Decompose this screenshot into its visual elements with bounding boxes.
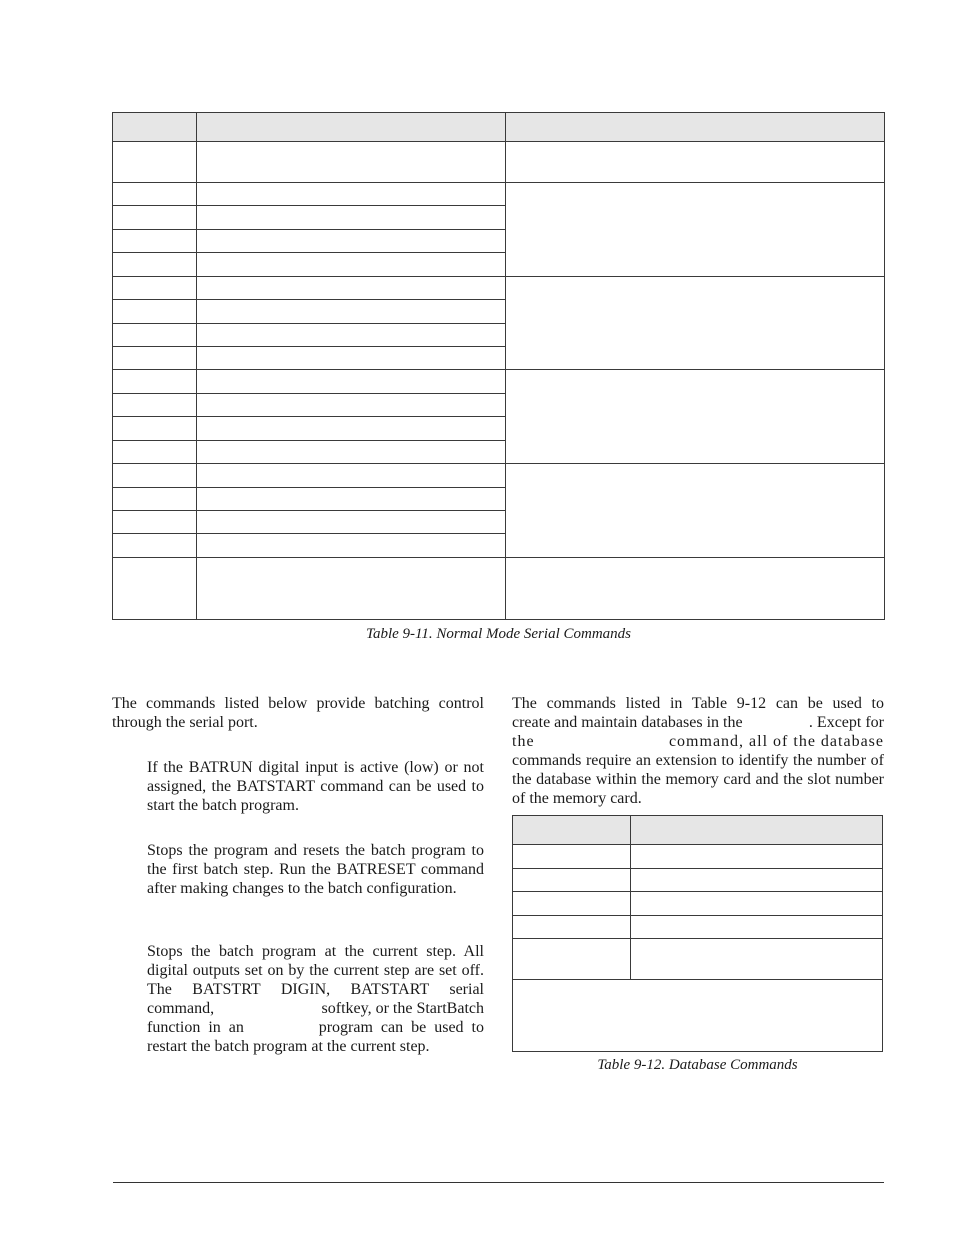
table-row: [513, 939, 883, 980]
batpause-line-3a: function in an: [147, 1019, 244, 1036]
header-cell-description: [631, 816, 883, 845]
batstart-description: If the BATRUN digital input is active (low) or not assigned, the BATSTART command can be used to start the batch program.: [147, 759, 484, 814]
table-row: [113, 277, 885, 300]
header-cell-function: [197, 113, 506, 142]
table-9-11-caption: Table 9-11. Normal Mode Serial Commands: [365, 626, 631, 642]
batch-intro-paragraph: The commands listed below provide batching control through the serial port.: [112, 695, 484, 731]
table-row: [513, 916, 883, 939]
table-header-row: [113, 113, 885, 142]
db-line-rest: commands require an extension to identify the number of the database within the memory card and the slot number of the memory card.: [512, 752, 884, 807]
table-row: [113, 464, 885, 488]
table-row: [113, 558, 885, 620]
table-9-12-caption: Table 9-12. Database Commands: [597, 1057, 798, 1073]
batreset-description: Stops the program and resets the batch program to the first batch step. Run the BATRESET command after making changes to the batch configuration.: [147, 842, 484, 897]
table-header-row: [513, 816, 883, 845]
normal-mode-serial-commands-table: [112, 112, 885, 620]
batpause-line-2b: softkey, or the StartBatch: [321, 1000, 484, 1017]
batpause-line-4: restart the batch program at the current step.: [147, 1038, 430, 1055]
header-cell-command: [513, 816, 631, 845]
db-line-1: The commands listed in Table 9-12 can be used to: [512, 695, 884, 712]
table-row: [513, 845, 883, 869]
footer-rule: [113, 1182, 884, 1183]
header-cell-command: [113, 113, 197, 142]
table-row: [113, 142, 885, 183]
table-row: [513, 869, 883, 892]
db-line-3b: command, all of the database: [668, 733, 884, 750]
batpause-line-1: Stops the batch program at the current step. All digital outputs set on by the current step are set off. The BATSTRT DIGIN, BATSTART serial: [147, 943, 484, 998]
table-row: [113, 183, 885, 206]
batpause-line-3b: program can be used to: [318, 1019, 484, 1036]
table-row: [113, 370, 885, 394]
database-commands-table: [512, 815, 883, 1052]
db-line-3a: the: [512, 733, 535, 750]
table-note-row: [513, 980, 883, 1052]
header-cell-description: [506, 113, 885, 142]
database-intro-paragraph: [512, 694, 884, 808]
table-row: [513, 892, 883, 916]
db-line-2a: create and maintain databases in the: [512, 714, 743, 731]
db-line-2b: . Except for: [808, 714, 884, 731]
batpause-line-2a: command,: [147, 1000, 215, 1017]
batpause-description: [147, 942, 484, 1056]
